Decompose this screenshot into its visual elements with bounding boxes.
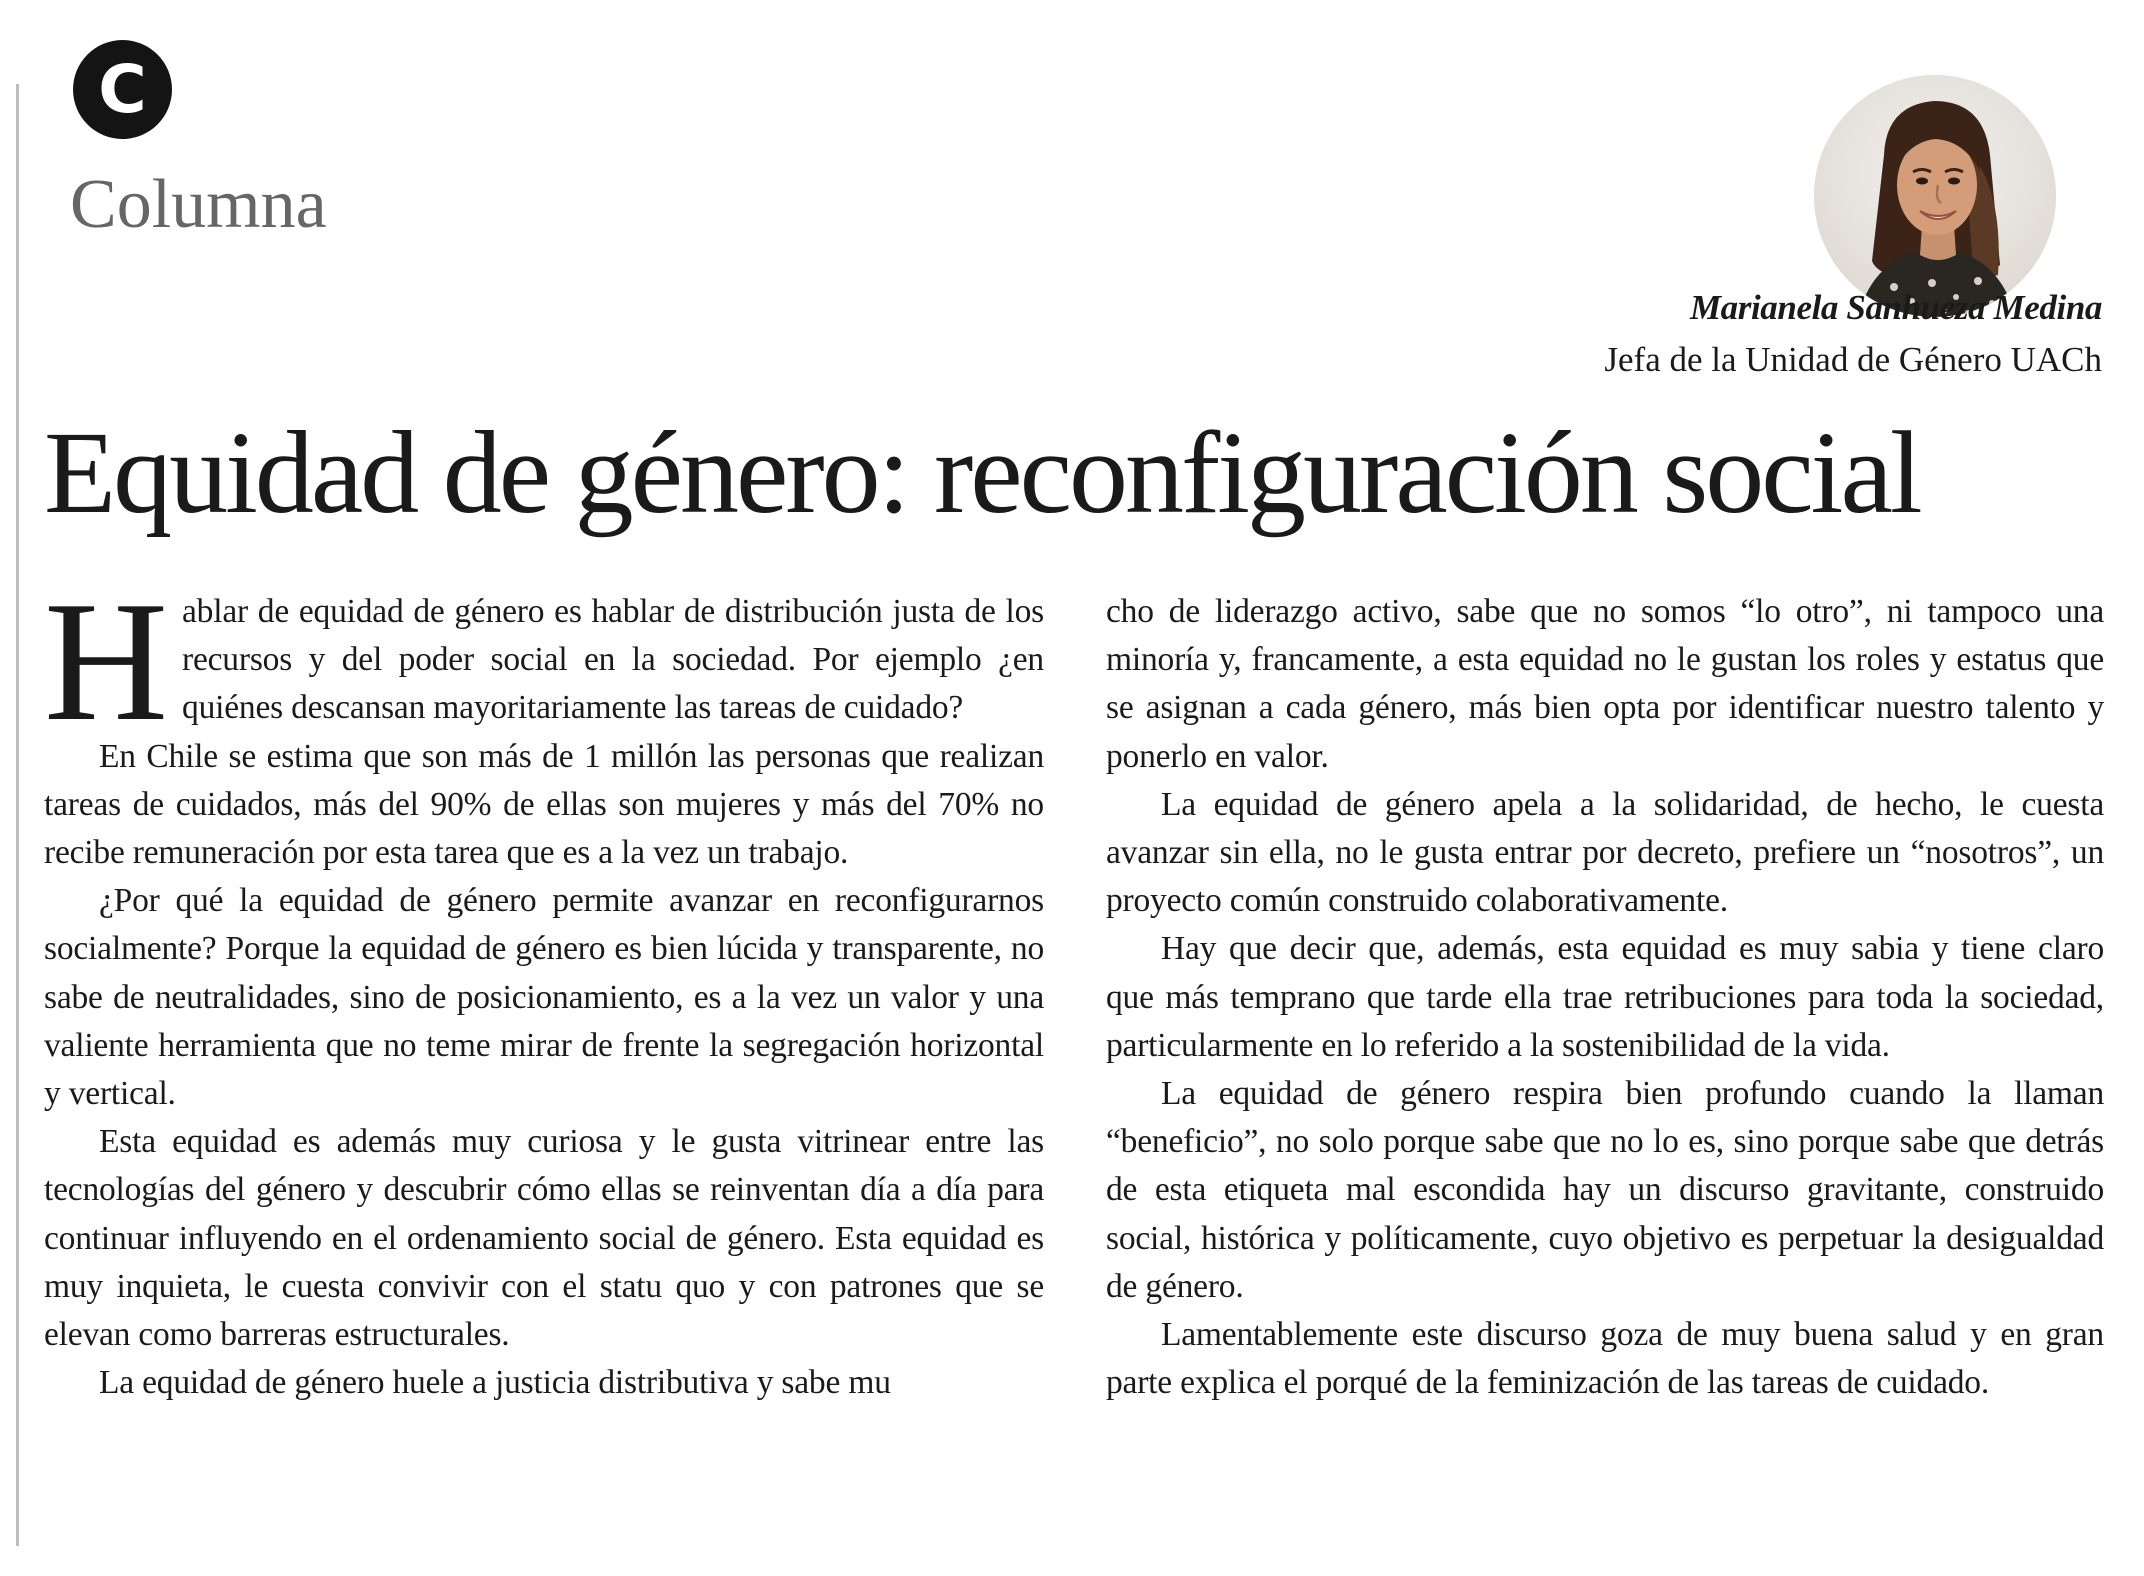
- author-photo: [1814, 75, 2056, 317]
- paragraph: Lamentablemente este discurso goza de muy buena salud y en gran parte explica el porqué de la feminización de las tareas de cuidado.: [1106, 1316, 2104, 1402]
- paragraph: cho de liderazgo activo, sabe que no somos “lo otro”, ni tampoco una minoría y, francamente, a esta equidad no le gustan los roles y estatus que se asignan a cada género, más bien opta por identificar nuestro talento y ponerlo en valor.: [1106, 593, 2104, 775]
- author-role: Jefa de la Unidad de Género UACh: [1604, 340, 2102, 379]
- section-label: Columna: [70, 166, 327, 243]
- paragraph: Hay que decir que, además, esta equidad es muy sabia y tiene claro que más temprano que tarde ella trae retribuciones para toda la sociedad, particularmente en lo referido a la sostenibilidad de la vida.: [1106, 930, 2104, 1064]
- column-rule: [16, 84, 19, 1546]
- paragraph: En Chile se estima que son más de 1 millón las personas que realizan tareas de cuidados, más del 90% de ellas son mujeres y más del 70% no recibe remuneración por esta tarea que es a la vez un trabajo.: [44, 737, 1044, 872]
- article-column-right: [1106, 588, 2104, 1407]
- paragraph: [44, 567, 1044, 757]
- paragraph-text: ablar de equidad de género es hablar de distribución justa de los recursos y del poder social en la sociedad. Por ejemplo ¿en quiénes descansan mayoritariamente las tareas de cuidado?: [182, 593, 1044, 727]
- headline: Equidad de género: reconfiguración social: [44, 407, 1920, 538]
- author-portrait-icon: [1814, 75, 2056, 317]
- paragraph: ¿Por qué la equidad de género permite avanzar en reconfigurarnos socialmente? Porque la equidad de género es bien lúcida y transparente, no sabe de neutralidades, sino de posicionamiento, es a la vez un valor y una valiente herramienta que no teme mirar de frente la segregación horizontal y vertical.: [44, 882, 1044, 1113]
- article-column-left: [44, 567, 1044, 1407]
- paragraph: La equidad de género huele a justicia distributiva y sabe mu: [99, 1364, 891, 1402]
- section-badge: C: [73, 40, 172, 139]
- paragraph: La equidad de género respira bien profundo cuando la llaman “beneficio”, no solo porque sabe que no lo es, sino porque sabe que detrás de esta etiqueta mal escondida hay un discurso gravitante, construido social, histórica y políticamente, cuyo objetivo es perpetuar la desigualdad de género.: [1106, 1075, 2104, 1305]
- drop-cap: H: [44, 567, 169, 757]
- author-name: Marianela Sanhueza Medina: [1689, 288, 2102, 327]
- paragraph: La equidad de género apela a la solidaridad, de hecho, le cuesta avanzar sin ella, no le gusta entrar por decreto, prefiere un “nosotros”, un proyecto común construido colaborativamente.: [1106, 785, 2104, 920]
- paragraph: Esta equidad es además muy curiosa y le gusta vitrinear entre las tecnologías del género y descubrir cómo ellas se reinventan día a día para continuar influyendo en el ordenamiento social de género. Esta equidad es muy inquieta, le cuesta convivir con el statu quo y con patrones que se elevan como barreras estructurales.: [44, 1123, 1044, 1354]
